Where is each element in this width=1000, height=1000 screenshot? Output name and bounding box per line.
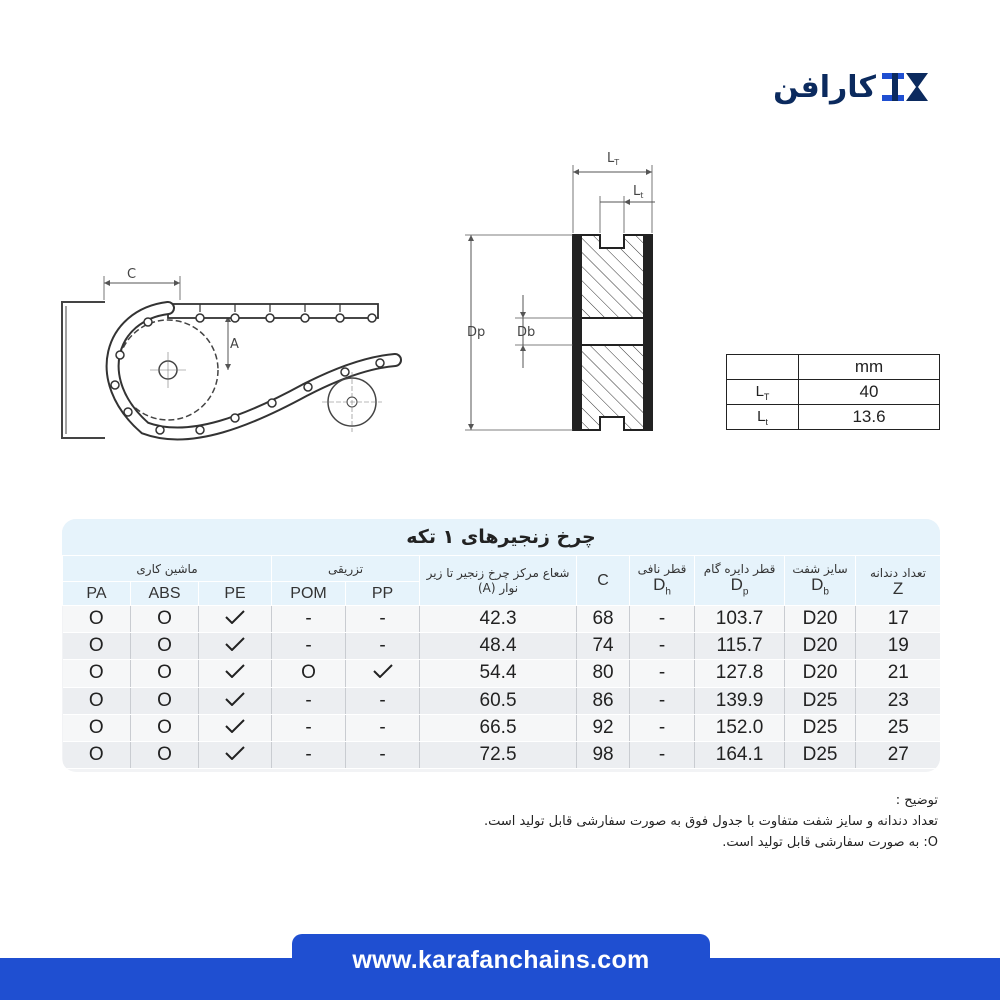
dim-c-label: C (127, 267, 137, 282)
dim-table-key: $L_t$ (727, 405, 799, 430)
cell-dp: 115.7 (695, 633, 785, 660)
brand-name: کارافن (773, 69, 876, 105)
cell-abs: O (131, 633, 199, 660)
cell-pa: O (63, 714, 131, 741)
cell-dp: 152.0 (695, 714, 785, 741)
cell-db: D20 (785, 606, 856, 633)
check-icon (199, 687, 272, 714)
header-pa: PA (63, 582, 131, 606)
cell-dh: - (630, 741, 695, 768)
dim-table-key: $L_T$ (727, 380, 799, 405)
cell-pp: - (346, 633, 420, 660)
cell-a: 54.4 (420, 660, 577, 687)
spec-table (62, 555, 940, 769)
cell-pp: - (346, 741, 420, 768)
cell-dh: - (630, 714, 695, 741)
cell-dp: 127.8 (695, 660, 785, 687)
table-row (63, 741, 941, 768)
cell-c: 68 (577, 606, 630, 633)
cell-c: 98 (577, 741, 630, 768)
check-icon (199, 633, 272, 660)
spec-table-title: چرخ زنجیرهای ۱ تکه (62, 519, 940, 555)
dim-dp-label: Dp (467, 325, 486, 340)
header-pom: POM (272, 582, 346, 606)
check-icon (199, 660, 272, 687)
dim-lt-upper-label: $L_T$ (607, 151, 620, 167)
cell-dp: 139.9 (695, 687, 785, 714)
cell-dp: 103.7 (695, 606, 785, 633)
notes-line-2: O: به صورت سفارشی قابل تولید است. (722, 835, 938, 850)
cell-pom: - (272, 687, 346, 714)
cell-a: 66.5 (420, 714, 577, 741)
header-dp: قطر دایره گام $D_p$ (695, 556, 785, 606)
dim-table-value: 40 (799, 380, 940, 405)
header-z: تعداد دندانه Z (856, 556, 940, 606)
cell-dh: - (630, 687, 695, 714)
cell-z: 19 (856, 633, 940, 660)
cell-abs: O (131, 687, 199, 714)
dim-a-label: A (230, 337, 239, 352)
dim-table-row (727, 405, 940, 430)
table-row (63, 687, 941, 714)
dim-table-corner (727, 355, 799, 380)
header-pp: PP (346, 582, 420, 606)
check-icon (199, 606, 272, 633)
cell-a: 48.4 (420, 633, 577, 660)
cell-c: 74 (577, 633, 630, 660)
cell-pom: - (272, 741, 346, 768)
cell-dp: 164.1 (695, 741, 785, 768)
cell-abs: O (131, 660, 199, 687)
cell-pom: - (272, 714, 346, 741)
cell-z: 23 (856, 687, 940, 714)
cell-pa: O (63, 687, 131, 714)
guide-frame (62, 302, 105, 438)
cell-pom: - (272, 606, 346, 633)
website-link[interactable]: www.karafanchains.com (352, 946, 650, 974)
cell-db: D20 (785, 633, 856, 660)
cell-abs: O (131, 714, 199, 741)
spec-table-card (62, 519, 940, 772)
header-db: سایز شفت $D_b$ (785, 556, 856, 606)
cell-z: 27 (856, 741, 940, 768)
cell-db: D25 (785, 714, 856, 741)
cell-dh: - (630, 633, 695, 660)
cell-a: 42.3 (420, 606, 577, 633)
header-pe: PE (199, 582, 272, 606)
cell-pp: - (346, 606, 420, 633)
cell-pa: O (63, 741, 131, 768)
header-dh: قطر نافی $D_h$ (630, 556, 695, 606)
sprocket-upper-section (573, 235, 652, 318)
cell-db: D25 (785, 687, 856, 714)
cell-a: 72.5 (420, 741, 577, 768)
cell-dh: - (630, 606, 695, 633)
brand-logo (760, 62, 930, 112)
dimension-table (726, 354, 940, 430)
notes (238, 790, 938, 853)
table-row (63, 660, 941, 687)
check-icon (199, 741, 272, 768)
cell-db: D25 (785, 741, 856, 768)
cell-abs: O (131, 606, 199, 633)
cell-pa: O (63, 606, 131, 633)
cell-c: 86 (577, 687, 630, 714)
table-row (63, 606, 941, 633)
cell-c: 80 (577, 660, 630, 687)
chain-sprocket-drawing (50, 260, 420, 450)
cell-z: 21 (856, 660, 940, 687)
cell-c: 92 (577, 714, 630, 741)
cell-z: 17 (856, 606, 940, 633)
sprocket-section-drawing (455, 140, 685, 440)
cell-z: 25 (856, 714, 940, 741)
check-icon (199, 714, 272, 741)
cell-dh: - (630, 660, 695, 687)
cell-pom: - (272, 633, 346, 660)
brand-mark-icon (882, 70, 930, 104)
dim-table-unit: mm (799, 355, 940, 380)
notes-line-1: تعداد دندانه و سایز شفت متفاوت با جدول فوق به صورت سفارشی قابل تولید است. (483, 814, 938, 829)
header-c: C (577, 556, 630, 606)
cell-pp: - (346, 687, 420, 714)
dim-table-row (727, 380, 940, 405)
cell-db: D20 (785, 660, 856, 687)
group-machined: ماشین کاری (63, 556, 272, 582)
cell-a: 60.5 (420, 687, 577, 714)
cell-pp: - (346, 714, 420, 741)
group-injection: تزریقی (272, 556, 420, 582)
notes-heading: توضیح : (895, 793, 938, 808)
table-row (63, 633, 941, 660)
cell-pa: O (63, 633, 131, 660)
dim-lt-lower-label: $L_t$ (633, 184, 644, 200)
sprocket-lower-section (573, 345, 652, 430)
cell-abs: O (131, 741, 199, 768)
check-icon (346, 660, 420, 687)
cell-pom: O (272, 660, 346, 687)
dim-db-label: Db (517, 325, 536, 340)
header-abs: ABS (131, 582, 199, 606)
table-row (63, 714, 941, 741)
cell-pa: O (63, 660, 131, 687)
dim-table-value: 13.6 (799, 405, 940, 430)
header-a: شعاع مرکز چرخ زنجیر تا زیر نوار (A) (420, 556, 577, 606)
